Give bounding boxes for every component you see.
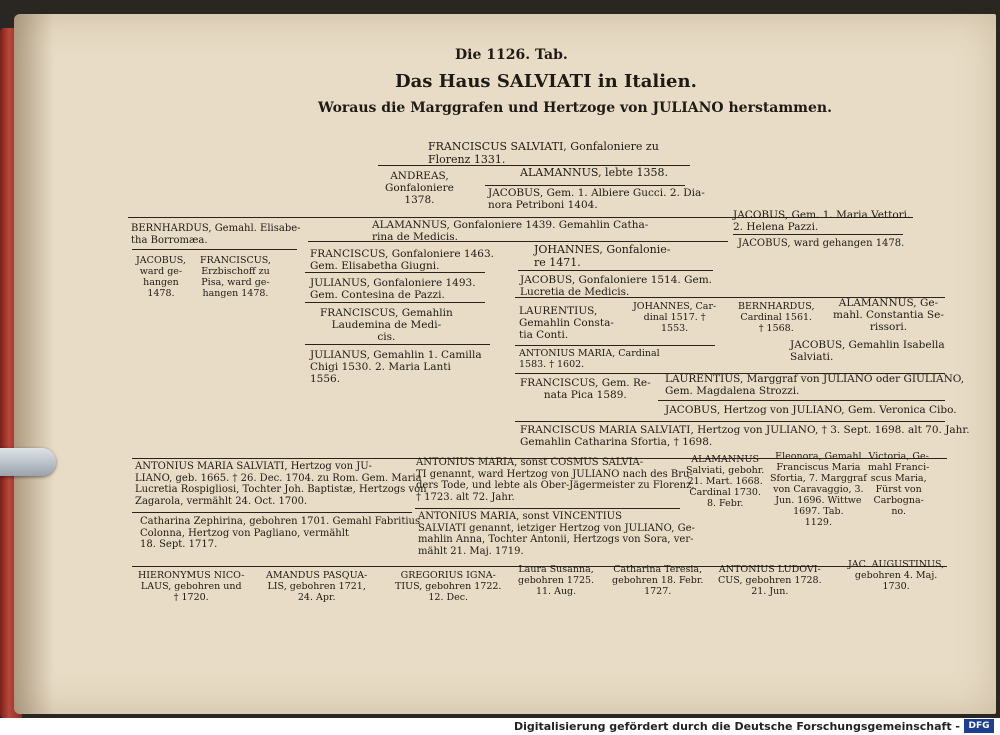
- connector-line: [415, 508, 680, 509]
- connector-line: [132, 512, 412, 513]
- person-alamannus-1358: ALAMANNUS, lebte 1358.: [520, 166, 669, 179]
- person-jacobus-1514: JACOBUS, Gonfaloniere 1514. Gem. Lucretia de Medicis.: [520, 274, 712, 299]
- person-johannes-1471: JOHANNES, Gonfalonie- re 1471.: [534, 243, 671, 269]
- page-subtitle: Woraus die Marggrafen und Hertzoge von JULIANO herstammen.: [318, 100, 832, 116]
- page-gutter-shadow: [14, 14, 54, 714]
- child-gregorius: GREGORIUS IGNA- TIUS, gebohren 1722. 12. Dec.: [395, 570, 502, 603]
- person-jacobus-1404: JACOBUS, Gem. 1. Albiere Gucci. 2. Dia- nora Petriboni 1404.: [488, 187, 705, 212]
- connector-line: [515, 345, 715, 346]
- person-jacobus-isabella: JACOBUS, Gemahlin Isabella Salviati.: [790, 339, 945, 364]
- connector-line: [485, 185, 685, 186]
- book-page: [14, 14, 996, 714]
- connector-line: [305, 302, 485, 303]
- connector-line: [515, 421, 945, 422]
- person-andreas: ANDREAS, Gonfaloniere 1378.: [385, 170, 454, 207]
- person-franciscus-laudemina: FRANCISCUS, Gemahlin Laudemina de Medi- cis.: [320, 307, 453, 344]
- person-antonius-maria-cardinal: ANTONIUS MARIA, Cardinal 1583. † 1602.: [519, 348, 660, 370]
- footer-credit: Digitalisierung gefördert durch die Deutsche Forschungsgemeinschaft -: [513, 720, 960, 733]
- person-laurentius-marggraf: LAURENTIUS, Marggraf von JULIANO oder GIULIANO, Gem. Magdalena Strozzi.: [665, 373, 965, 398]
- page-clip-marker: [0, 448, 56, 476]
- table-number: Die 1126. Tab.: [455, 47, 568, 63]
- child-catharina-teresia: Catharina Teresia, gebohren 18. Febr. 1727.: [612, 564, 704, 597]
- child-laura-susanna: Laura Susanna, gebohren 1725. 11. Aug.: [518, 564, 595, 597]
- connector-line: [733, 234, 903, 235]
- person-franciscus-maria: FRANCISCUS MARIA SALVIATI, Hertzog von JULIANO, † 3. Sept. 1698. alt 70. Jahr. Gemahlin Catharina Sfortia, † 1698.: [520, 424, 970, 449]
- person-alamannus-1668: ALAMANNUS Salviati, gebohr. 21. Mart. 1668. Cardinal 1730. 8. Febr.: [686, 454, 765, 509]
- person-laurentius-conti: LAURENTIUS, Gemahlin Consta- tia Conti.: [519, 305, 614, 342]
- connector-line: [305, 272, 485, 273]
- connector-line: [518, 270, 713, 271]
- connector-line: [305, 344, 490, 345]
- person-bernhardus-cardinal: BERNHARDUS, Cardinal 1561. † 1568.: [738, 301, 815, 334]
- person-jacobus-vettori: JACOBUS, Gem. 1. Maria Vettori. 2. Helena Pazzi.: [733, 209, 911, 234]
- person-antonius-maria-1665: ANTONIUS MARIA SALVIATI, Hertzog von JU- LIANO, geb. 1665. † 26. Dec. 1704. zu Rom. Gem. Maria Lucretia Rospigliosi, Tochter Joh. Baptistæ, Hertzogs von Zagarola, vermählt 24. Oct. 1700.: [135, 461, 427, 507]
- person-franciscus-pisa: FRANCISCUS, Erzbischoff zu Pisa, ward ge- hangen 1478.: [200, 255, 271, 299]
- person-franciscus-1463: FRANCISCUS, Gonfaloniere 1463. Gem. Elisabetha Giugni.: [310, 248, 494, 273]
- person-julianus-1493: JULIANUS, Gonfaloniere 1493. Gem. Contesina de Pazzi.: [310, 277, 476, 302]
- person-johannes-cardinal: JOHANNES, Car- dinal 1517. † 1553.: [633, 301, 717, 334]
- person-julianus-chigi: JULIANUS, Gemahlin 1. Camilla Chigi 1530. 2. Maria Lanti 1556.: [310, 349, 482, 386]
- connector-line: [132, 249, 297, 250]
- child-amandus: AMANDUS PASQUA- LIS, gebohren 1721, 24. Apr.: [266, 570, 368, 603]
- connector-line: [658, 400, 945, 401]
- person-franciscus-1331: FRANCISCUS SALVIATI, Gonfaloniere zu Florenz 1331.: [428, 140, 659, 166]
- person-eleonora: Eleonora, Gemahl Franciscus Maria Sfortia, 7. Marggraf von Caravaggio, 3. Jun. 1696. Wittwe 1697. Tab. 1129.: [770, 451, 867, 528]
- person-franciscus-pica: FRANCISCUS, Gem. Re- nata Pica 1589.: [520, 377, 651, 402]
- person-victoria: Victoria, Ge- mahl Franci- scus Maria, Fürst von Carbogna- no.: [868, 451, 930, 517]
- dfg-logo: DFG: [964, 719, 994, 733]
- footer-bar: [0, 718, 1000, 735]
- child-jac-augustinus: JAC. AUGUSTINUS, gebohren 4. Maj. 1730.: [848, 559, 945, 592]
- person-antonius-maria-vincentius: ANTONIUS MARIA, sonst VINCENTIUS SALVIATI genannt, ietziger Hertzog von JULIANO, Ge- mahlin Anna, Tochter Antonii, Hertzogs von Sora, ver- mählt 21. Maj. 1719.: [418, 511, 695, 557]
- person-alamannus-1439: ALAMANNUS, Gonfaloniere 1439. Gemahlin Catha- rina de Medicis.: [372, 219, 649, 244]
- person-antonius-maria-cosmus: ANTONIUS MARIA, sonst COSMUS SALVIA- TI genannt, ward Hertzog von JULIANO nach des Bru- ders Tode, und lebte als Ober-Jägermeister zu Florenz, † 1723. alt 72. Jahr.: [416, 457, 695, 503]
- person-alamannus-serissori: ALAMANNUS, Ge- mahl. Constantia Se- rissori.: [833, 297, 944, 334]
- person-jacobus-hertzog: JACOBUS, Hertzog von JULIANO, Gem. Veronica Cibo.: [665, 404, 957, 416]
- child-antonius-ludovicus: ANTONIUS LUDOVI- CUS, gebohren 1728. 21. Jun.: [718, 564, 822, 597]
- person-jacobus-1478: JACOBUS, ward ge- hangen 1478.: [136, 255, 186, 299]
- person-jacobus-gehangen: JACOBUS, ward gehangen 1478.: [738, 238, 905, 249]
- page-title: Das Haus SALVIATI in Italien.: [395, 71, 697, 92]
- person-catharina-zephirina: Catharina Zephirina, gebohren 1701. Gemahl Fabritius Colonna, Hertzog von Pagliano, vermählt 18. Sept. 1717.: [140, 516, 421, 550]
- child-hieronymus: HIERONYMUS NICO- LAUS, gebohren und † 1720.: [138, 570, 245, 603]
- person-bernhardus: BERNHARDUS, Gemahl. Elisabe- tha Borromæa.: [131, 223, 301, 246]
